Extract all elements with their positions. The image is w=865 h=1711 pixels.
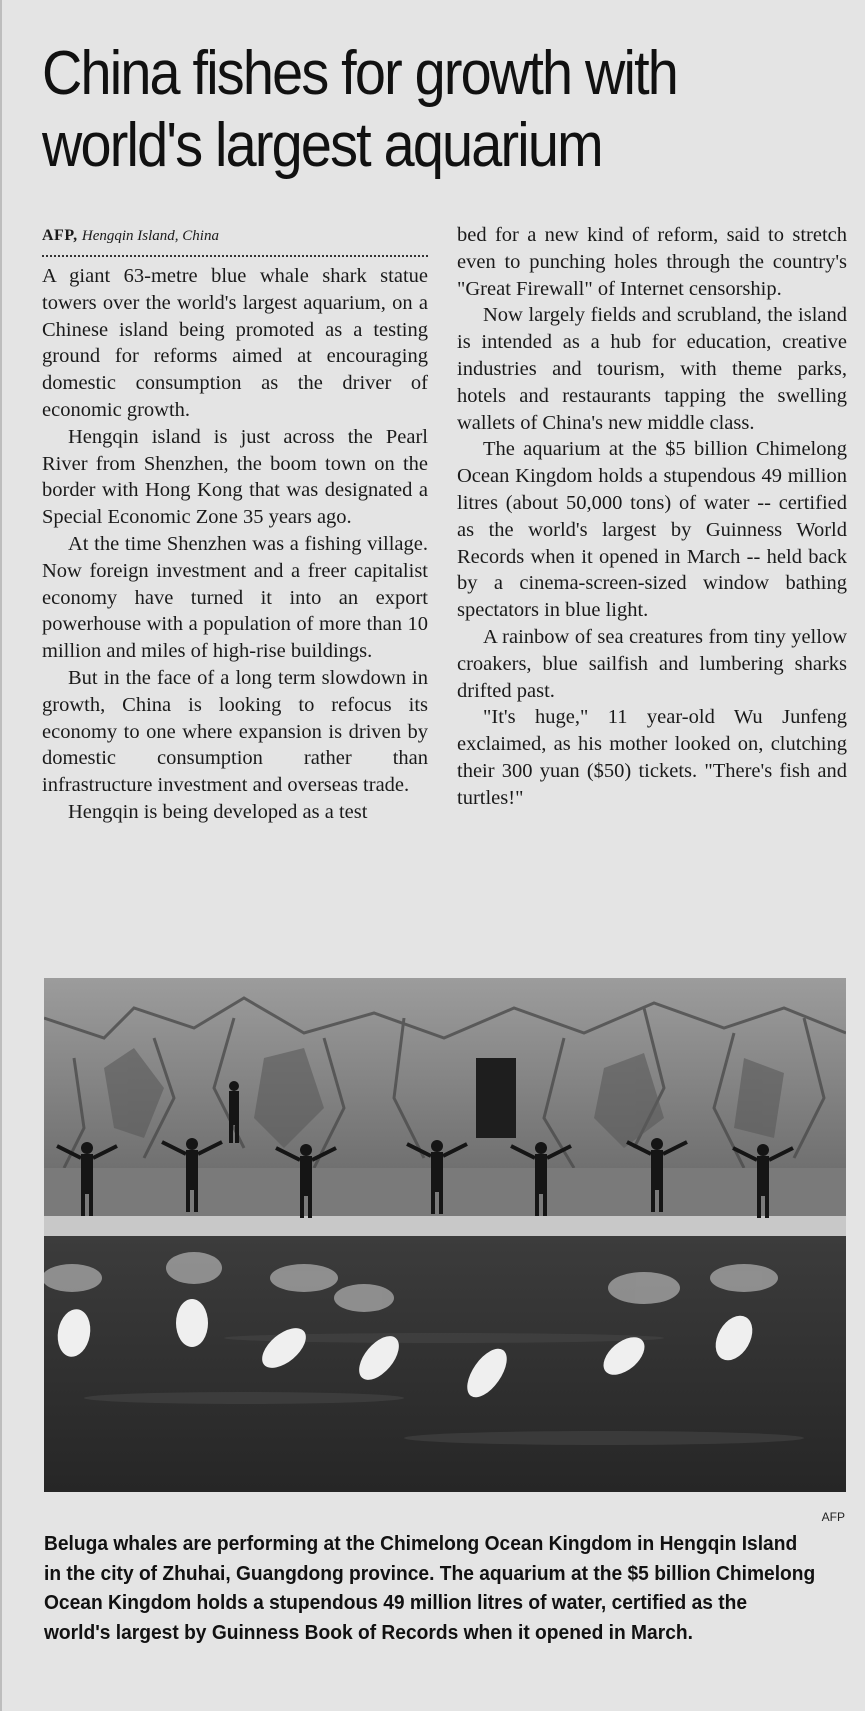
- paragraph: At the time Shenzhen was a fishing village. Now foreign investment and a freer capitalist economy have turned it into an export powerhouse with a population of more than 10 million and miles of high-rise buildings.: [42, 532, 428, 663]
- article-column-right: [457, 222, 847, 812]
- photo-credit: AFP: [821, 1510, 845, 1524]
- paragraph: bed for a new kind of reform, said to stretch even to punching holes through the country's "Great Firewall" of Internet censorship.: [457, 224, 847, 300]
- byline-place: Hengqin Island, China: [81, 228, 219, 244]
- dotted-divider: [42, 255, 428, 257]
- paragraph: A rainbow of sea creatures from tiny yellow croakers, blue sailfish and lumbering sharks drifted past.: [457, 625, 847, 702]
- beluga-show-illustration: [44, 978, 846, 1492]
- paragraph: Hengqin island is just across the Pearl River from Shenzhen, the boom town on the border with Hong Kong that was designated a Special Economic Zone 35 years ago.: [42, 425, 428, 529]
- article-column-left: [42, 224, 428, 826]
- paragraph: Hengqin is being developed as a test: [68, 800, 368, 823]
- paragraph: Now largely fields and scrubland, the island is intended as a hub for education, creative industries and tourism, with theme parks, hotels and restaurants tapping the swelling wallets of China's new middle class.: [457, 304, 847, 434]
- headline: China fishes for growth with world's largest aquarium: [42, 39, 678, 180]
- byline-agency: AFP,: [42, 227, 78, 244]
- paragraph: But in the face of a long term slowdown in growth, China is looking to refocus its economy to one where expansion is driven by domestic consumption rather than infrastructure investment and overseas trade.: [42, 666, 428, 797]
- paragraph: The aquarium at the $5 billion Chimelong Ocean Kingdom holds a stupendous 49 million litres (about 50,000 tons) of water -- certified as the world's largest by Guinness World Records when it opened in March -- held back by a cinema-screen-sized window bathing spectators in blue light.: [457, 438, 847, 622]
- byline: [42, 224, 428, 247]
- paragraph: A giant 63-metre blue whale shark statue towers over the world's largest aquarium, on a Chinese island being promoted as a testing ground for reforms aimed at encouraging domestic consumption as the driver of economic growth.: [42, 265, 428, 421]
- aquarium-photo: [44, 978, 846, 1492]
- paragraph: "It's huge," 11 year-old Wu Junfeng exclaimed, as his mother looked on, clutching their 300 yuan ($50) tickets. "There's fish and turtles!": [457, 706, 847, 809]
- photo-caption: Beluga whales are performing at the Chimelong Ocean Kingdom in Hengqin Island in the city of Zhuhai, Guangdong province. The aquarium at the $5 billion Chimelong Ocean Kingdom holds a stupendous 49 million litres of water, certified as the world's largest by Guinness Book of Records when it opened in March.: [44, 1533, 816, 1644]
